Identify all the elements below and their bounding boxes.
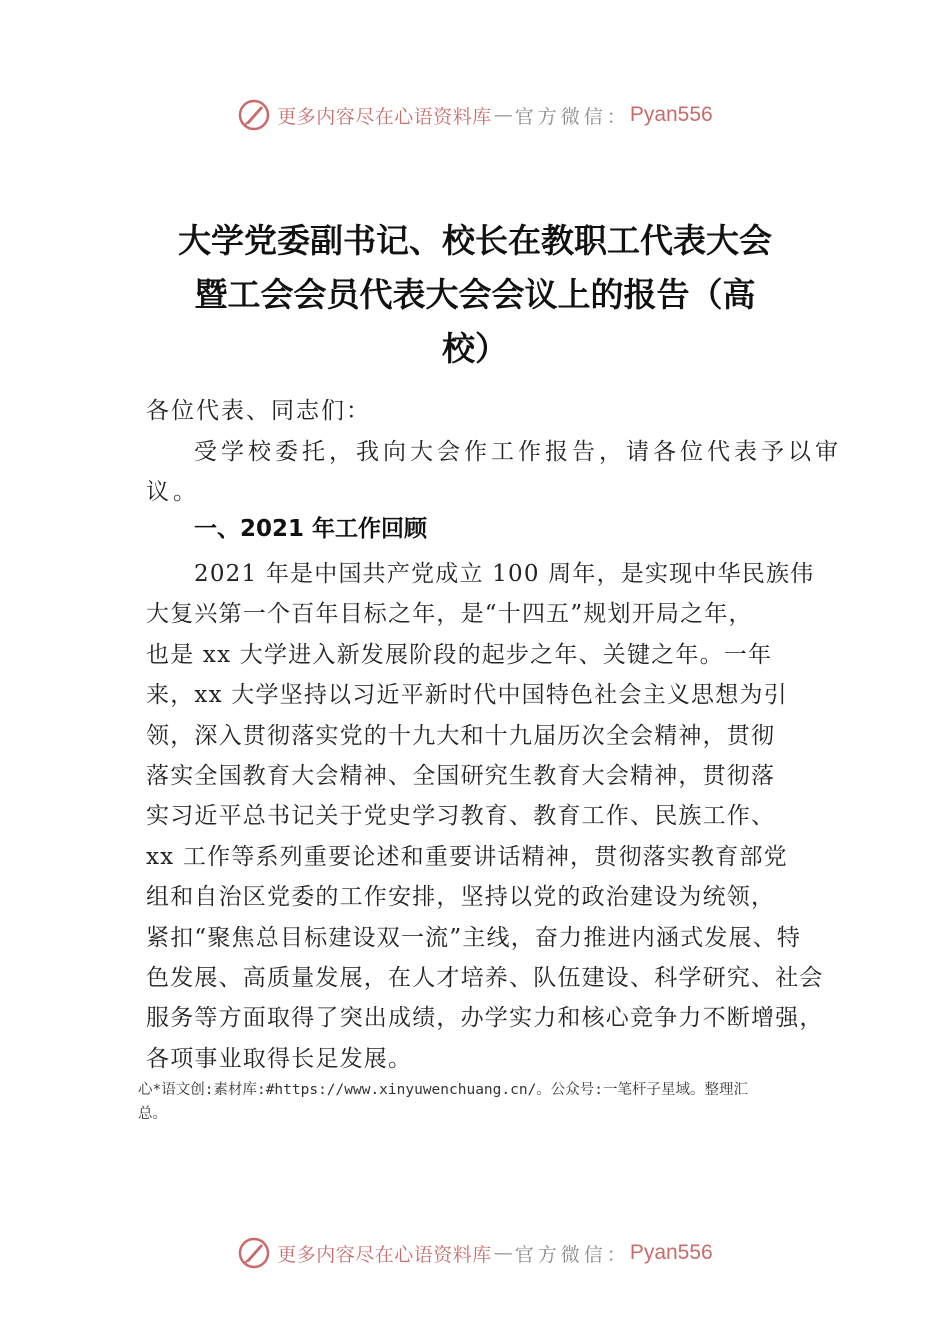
document-title [140,214,810,376]
paragraph-line: 落实全国教育大会精神、全国研究生教育大会精神，贯彻落 [146,763,776,790]
footnote-line: 心*语文创:素材库:#https://www.xinyuwenchuang.cn/。公众号:一笔杆子星域。整理汇 [138,1082,749,1098]
paragraph-line: 紧扣“聚焦总目标建设双一流”主线，奋力推进内涵式发展、特 [146,924,802,951]
greeting: 各位代表、同志们： [146,398,371,424]
paragraph-line: 2021 年是中国共产党成立 100 周年，是实现中华民族伟 [194,561,815,587]
paragraph-line: 色发展、高质量发展，在人才培养、队伍建设、科学研究、社会 [146,965,824,992]
quill-seal-icon [237,98,271,132]
title-line: 暨工会会员代表大会会议上的报告（高 [194,275,756,314]
title-line: 大学党委副书记、校长在教职工代表大会 [178,221,772,260]
section-heading: 一、2021 年工作回顾 [194,516,428,542]
bottom-banner [0,1233,950,1273]
paragraph-line: 组和自治区党委的工作安排，坚持以党的政治建设为统领， [146,884,776,911]
paragraph-line: 大复兴第一个百年目标之年，是“十四五”规划开局之年， [146,601,753,628]
review-paragraph [146,554,826,1079]
quill-seal-icon [237,1236,271,1270]
paragraph-line: xx 工作等系列重要论述和重要讲话精神，贯彻落实教育部党 [146,843,788,870]
banner-dash: — [493,1242,513,1264]
banner-promo-text: 更多内容尽在心语资料库 [277,1243,492,1266]
top-banner [0,95,950,135]
title-line: 校） [442,329,508,368]
paragraph-line: 实习近平总书记关于党史学习教育、教育工作、民族工作、 [146,803,776,830]
paragraph-line: 受学校委托，我向大会作工作报告，请各位代表予以审 [194,439,842,465]
banner-promo-text: 更多内容尽在心语资料库 [277,105,492,128]
banner-wechat-label: 官方微信： [514,105,630,128]
source-footnote [138,1078,838,1126]
paragraph-line: 领，深入贯彻落实党的十九大和十九届历次全会精神，贯彻 [146,722,776,749]
paragraph-line: 服务等方面取得了突出成绩，办学实力和核心竞争力不断增强， [146,1005,824,1032]
paragraph-line: 各项事业取得长足发展。 [146,1045,413,1072]
banner-wechat-label: 官方微信： [514,1243,630,1266]
intro-paragraph [146,432,842,512]
paragraph-line: 议。 [146,479,200,505]
footnote-line: 总。 [138,1106,167,1122]
paragraph-line: 来，xx 大学坚持以习近平新时代中国特色社会主义思想为引 [146,682,788,709]
banner-wechat-id: Pyan556 [629,103,713,126]
banner-dash: — [493,104,513,126]
banner-wechat-id: Pyan556 [629,1241,713,1264]
paragraph-line: 也是 xx 大学进入新发展阶段的起步之年、关键之年。一年 [146,641,773,668]
